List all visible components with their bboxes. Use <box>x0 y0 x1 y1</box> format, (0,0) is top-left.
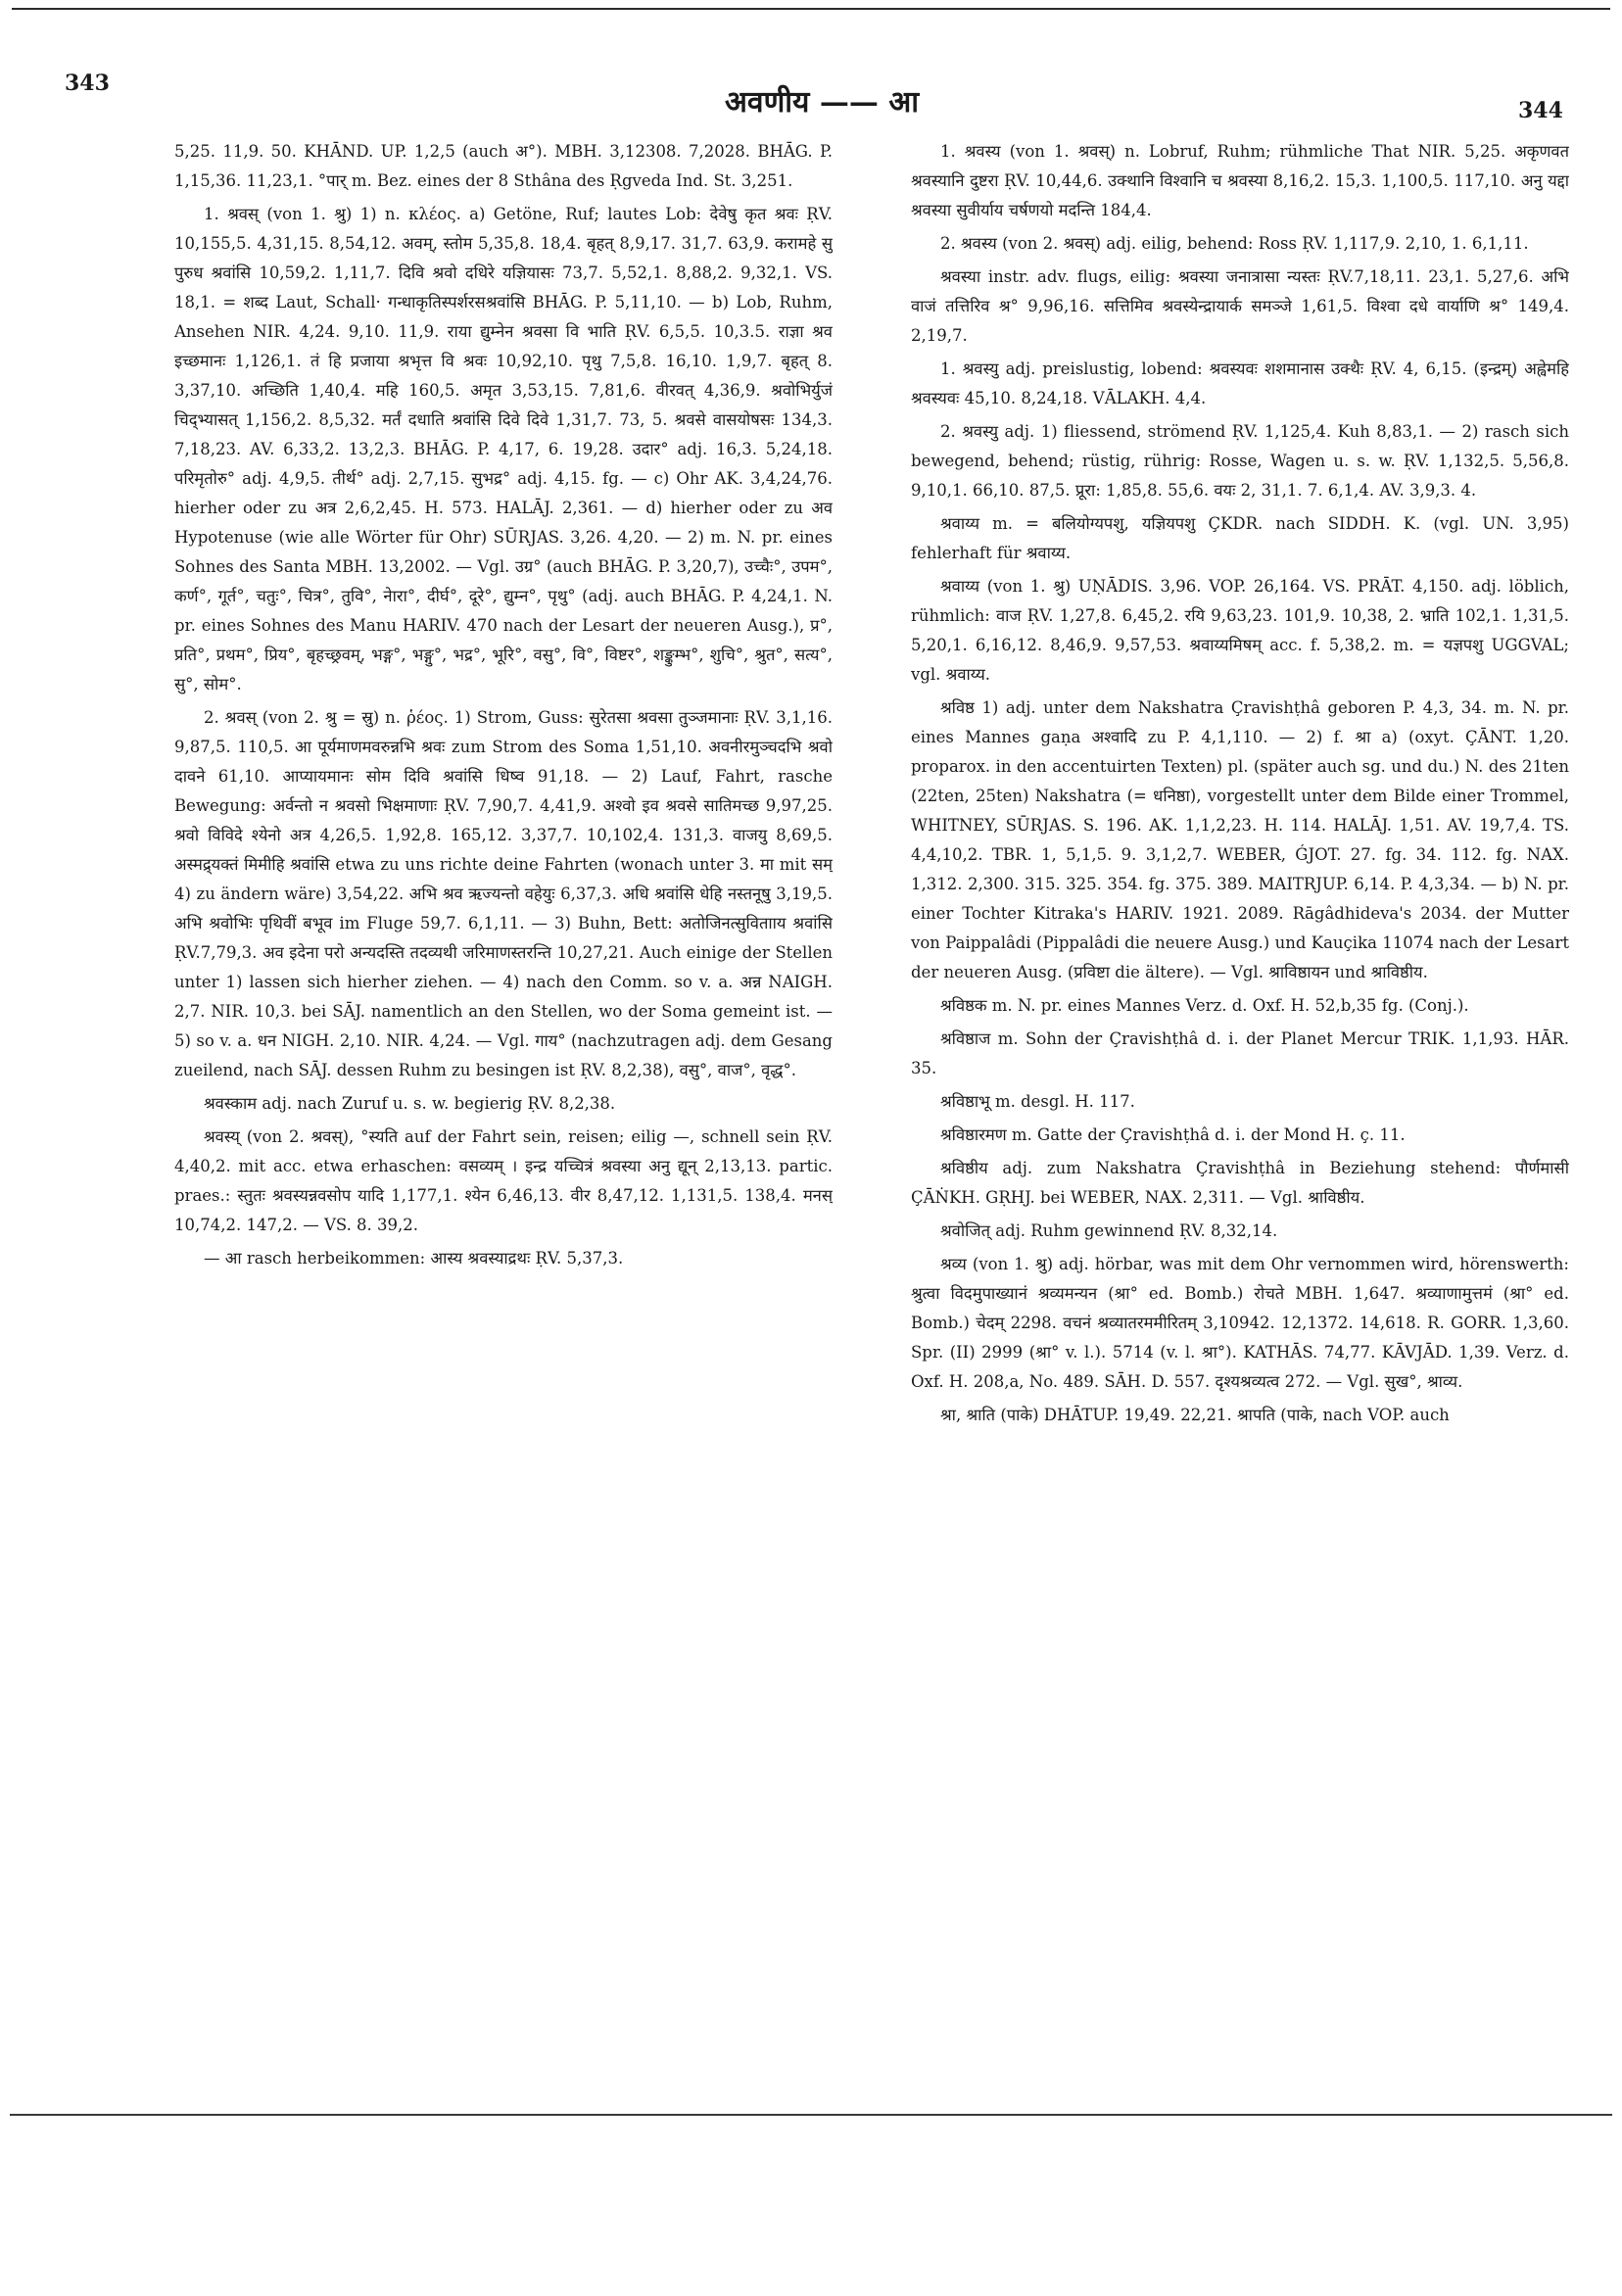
entry-paragraph: श्रवाय्य (von 1. श्रु) UṆĀDIS. 3,96. VOP. 26,164. VS. PRĀT. 4,150. adj. löblich, rühmlich: वाज ṚV. 1,27,8. 6,45,2. रयि 9,63,23. 101,9. 10,38, 2. भ्राति 102,1. 1,31,5. 5,20,1. 6,16,12. 8,46,9. 9,57,53. श्रवाय्यमिषम् acc. f. 5,38,2. m. = यज्ञपशु UGGVAL; vgl. श्रवाय्य. <box>911 577 1569 684</box>
entry-paragraph: — आ rasch herbeikommen: आस्य श्रवस्याद्रथः ṚV. 5,37,3. <box>204 1249 624 1268</box>
entry-paragraph: 2. श्रवस्य (von 2. श्रवस्) adj. eilig, behend: Ross ṚV. 1,117,9. 2,10, 1. 6,1,11. <box>940 234 1529 253</box>
entry-paragraph: श्रविष्ठक m. N. pr. eines Mannes Verz. d. Oxf. H. 52,b,35 fg. (Conj.). <box>940 996 1469 1015</box>
entry-paragraph: 2. श्रवस् (von 2. श्रु = स्रु) n. ῥέος. 1) Strom, Guss: सुरेतसा श्रवसा तुञ्जमानाः ṚV. 3,1,16. 9,87,5. 110,5. आ पूर्यमाणमवरुन्नभि श्रवः zum Strom des Soma 1,51,10. अवनीरमुञ्चदभि श्रवो दावने 61,10. आप्यायमानः सोम दिवि श्रवांसि धिष्व 91,18. — 2) Lauf, Fahrt, rasche Bewegung: अर्वन्तो न श्रवसो भिक्षमाणाः ṚV. 7,90,7. 4,41,9. अश्वो इव श्रवसे सातिमच्छ 9,97,25. श्रवो विविदे श्येनो अत्र 4,26,5. 1,92,8. 165,12. 3,37,7. 10,102,4. 131,3. वाजयु 8,69,5. अस्मद्र्यक्तं मिमीहि श्रवांसि etwa zu uns richte deine Fahrten (wonach unter 3. मा mit सम् 4) zu ändern wäre) 3,54,22. अभि श्रव ऋज्यन्तो वहेयुः 6,37,3. अधि श्रवांसि धेहि नस्तनूषु 3,19,5. अभि श्रवोभिः पृथिवीं बभूव im Fluge 59,7. 6,1,11. — 3) Buhn, Bett: अतोजिनत्सुवितााय श्रवांसि ṚV.7,79,3. अव इदेना परो अन्यदस्ति तदव्यथी जरिमाणस्तरन्ति 10,27,21. Auch einige der Stellen unter 1) lassen sich hierher ziehen. — 4) nach den Comm. so v. a. अन्न NAIGH. 2,7. NIR. 10,3. bei SĀJ. namentlich an den Stellen, wo der Soma gemeint ist. — 5) so v. a. धन NIGH. 2,10. NIR. 4,24. — Vgl. गाय° (nachzutragen adj. dem Gesang zueilend, nach SĀJ. dessen Ruhm zu besingen ist ṚV. 8,2,38), वसु°, वाज°, वृद्ध°. <box>174 708 833 1079</box>
entry-paragraph: श्रविष्ठाज m. Sohn der Çravishṭhâ d. i. der Planet Mercur TRIK. 1,1,93. HĀR. 35. <box>911 1029 1569 1077</box>
entry-paragraph: श्रविष्ठारमण m. Gatte der Çravishṭhâ d. i. der Mond H. ç. 11. <box>940 1125 1406 1144</box>
entry-paragraph: 1. श्रवस्य (von 1. श्रवस्) n. Lobruf, Ruhm; rühmliche That NIR. 5,25. अकृणवत श्रवस्यानि दुष्टरा ṚV. 10,44,6. उक्थानि विश्वानि च श्रवस्या 8,16,2. 15,3. 1,100,5. 117,10. अनु यद्दा श्रवस्या सुवीर्याय चर्षणयो मदन्ति 184,4. <box>911 142 1569 219</box>
entry-paragraph: श्रवोजित् adj. Ruhm gewinnend ṚV. 8,32,14. <box>940 1221 1278 1240</box>
page-number-left: 343 <box>65 71 110 96</box>
entry-paragraph: 1. श्रवस्यु adj. preislustig, lobend: श्रवस्यवः शशमानास उक्थैः ṚV. 4, 6,15. (इन्द्रम्) अह्वेमहि श्रवस्यवः 45,10. 8,24,18. VĀLAKH. 4,4. <box>911 359 1569 407</box>
running-title: अवणीय —— आ <box>725 85 920 120</box>
right-column <box>911 137 1569 2018</box>
entry-paragraph: श्रविष्ठीय adj. zum Nakshatra Çravishṭhâ in Beziehung stehend: पौर्णमासी ÇĀṄKH. GṚHJ. bei WEBER, NAX. 2,311. — Vgl. श्राविष्ठीय. <box>911 1159 1569 1207</box>
left-column <box>174 137 833 1988</box>
entry-paragraph: 2. श्रवस्यु adj. 1) fliessend, strömend ṚV. 1,125,4. Kuh 8,83,1. — 2) rasch sich bewegend, behend; rüstig, rührig: Rosse, Wagen u. s. w. ṚV. 1,132,5. 5,56,8. 9,10,1. 66,10. 87,5. प्रूरा: 1,85,8. 55,6. वयः 2, 31,1. 7. 6,1,4. AV. 3,9,3. 4. <box>911 422 1569 500</box>
page-number-right: 344 <box>1518 98 1563 123</box>
entry-paragraph: श्रविष्ठ 1) adj. unter dem Nakshatra Çravishṭhâ geboren P. 4,3, 34. m. N. pr. eines Mannes gaṇa अश्वादि zu P. 4,1,110. — 2) f. श्रा a) (oxyt. ÇĀNT. 1,20. proparox. in den accentuirten Texten) pl. (später auch sg. und du.) N. des 21ten (22ten, 25ten) Nakshatra (= धनिष्ठा), vorgestellt unter dem Bilde einer Trommel, WHITNEY, SŪRJAS. S. 196. AK. 1,1,2,23. H. 114. HALĀJ. 1,51. AV. 19,7,4. TS. 4,4,10,2. TBR. 1, 5,1,5. 9. 3,1,2,7. WEBER, ǴJOT. 27. fg. 34. 112. fg. NAX. 1,312. 2,300. 315. 325. 354. fg. 375. 389. MAITRJUP. 6,14. P. 4,3,34. — b) N. pr. einer Tochter Kitraka's HARIV. 1921. 2089. Rāgâdhideva's 2034. der Mutter von Paippalâdi (Pippalâdi die neuere Ausg.) und Kauçika 11074 nach der Lesart der neueren Ausg. (प्रविष्टा die ältere). — Vgl. श्राविष्ठायन und श्राविष्ठीय. <box>911 698 1569 981</box>
top-border-rule <box>12 8 1610 10</box>
entry-paragraph: श्रव्य (von 1. श्रु) adj. hörbar, was mit dem Ohr vernommen wird, hörenswerth: श्रुत्वा विदमुपाख्यानं श्रव्यमन्यन (श्रा° ed. Bomb.) रोचते MBH. 1,647. श्रव्याणामुत्तमं (श्रा° ed. Bomb.) चेदम् 2298. वचनं श्रव्यातरममीरितम् 3,10942. 12,1372. 14,618. R. GORR. 1,3,60. Spr. (II) 2999 (श्रा° v. l.). 5714 (v. l. श्रा°). KATHĀS. 74,77. KĀVJĀD. 1,39. Verz. d. Oxf. H. 208,a, No. 489. SĀH. D. 557. दृश्यश्रव्यत्व 272. — Vgl. सुख°, श्राव्य. <box>911 1255 1569 1391</box>
bottom-rule <box>10 2114 1612 2116</box>
entry-paragraph: 5,25. 11,9. 50. KHĀND. UP. 1,2,5 (auch अ°). MBH. 3,12308. 7,2028. BHĀG. P. 1,15,36. 11,23,1. °पार् m. Bez. eines der 8 Sthâna des Ṛgveda Ind. St. 3,251. <box>174 142 833 190</box>
entry-paragraph: श्रवस्या instr. adv. flugs, eilig: श्रवस्या जनात्रासा न्यस्तः ṚV.7,18,11. 23,1. 5,27,6. अभि वाजं तत्तिरिव श्र° 9,96,16. सत्तिमिव श्रवस्येन्द्रायार्क समञ्जे 1,61,5. विश्वा दधे वार्याणि श्र° 149,4. 2,19,7. <box>911 267 1569 345</box>
entry-paragraph: श्रा, श्राति (पाके) DHĀTUP. 19,49. 22,21. श्रापति (पाके, nach VOP. auch <box>940 1406 1450 1424</box>
entry-paragraph: श्रवाय्य m. = बलियोग्यपशु, यज्ञियपशु ÇKDR. nach SIDDH. K. (vgl. UN. 3,95) fehlerhaft für श्रवाय्य. <box>911 514 1569 562</box>
entry-paragraph: 1. श्रवस् (von 1. श्रु) 1) n. κλέος. a) Getöne, Ruf; lautes Lob: देवेषु कृत श्रवः ṚV. 10,155,5. 4,31,15. 8,54,12. अवम्, स्तोम 5,35,8. 18,4. बृहत् 8,9,17. 31,7. 63,9. करामहे सु पुरुध श्रवांसि 10,59,2. 1,11,7. दिवि श्रवो दधिरे यज्ञियासः 73,7. 5,52,1. 8,88,2. 9,32,1. VS. 18,1. = शब्द Laut, Schall· गन्धाकृतिस्पर्शरसश्रवांसि BHĀG. P. 5,11,10. — b) Lob, Ruhm, Ansehen NIR. 4,24. 9,10. 11,9. राया द्युम्नेन श्रवसा वि भाति ṚV. 6,5,5. 10,3.5. राज्ञा श्रव इच्छमानः 1,126,1. तं हि प्रजाया श्रभृत्त वि श्रवः 10,92,10. पृथु 7,5,8. 16,10. 1,9,7. बृहत् 8. 3,37,10. अच्छिति 1,40,4. महि 160,5. अमृत 3,53,15. 7,81,6. वीरवत् 4,36,9. श्रवोभिर्युजं चिद्भ्यासत् 1,156,2. 8,5,32. मर्तं दधाति श्रवांसि दिवे दिवे 1,31,7. 73, 5. श्रवसे वासयोषसः 134,3. 7,18,23. AV. 6,33,2. 13,2,3. BHĀG. P. 4,17, 6. 19,28. उदार° adj. 16,3. 5,24,18. परिमृतोरु° adj. 4,9,5. तीर्थ° adj. 2,7,15. सुभद्र° adj. 4,15. fg. — c) Ohr AK. 3,4,24,76. hierher oder zu अत्र 2,6,2,45. H. 573. HALĀJ. 2,361. — d) hierher oder zu अव Hypotenuse (wie alle Wörter für Ohr) SŪRJAS. 3,26. 4,20. — 2) m. N. pr. eines Sohnes des Santa MBH. 13,2002. — Vgl. उग्र° (auch BHĀG. P. 3,20,7), उच्चैः°, उपम°, कर्ण°, गूर्त°, चतुः°, चित्र°, तुवि°, नेारा°, दीर्घ°, दूरे°, द्युम्न°, पृथु° (adj. auch BHĀG. P. 4,24,1. N. pr. eines Sohnes des Manu HARIV. 470 nach der Lesart der neueren Ausg.), प्र°, प्रति°, प्रथम°, प्रिय°, बृहच्छ्रवम्, भङ्ग°, भङ्गु°, भद्र°, भूरि°, वसु°, वि°, विष्टर°, शङ्कुम्भ°, शुचि°, श्रुत°, सत्य°, सु°, सोम°. <box>174 205 833 694</box>
entry-paragraph: श्रवस्य् (von 2. श्रवस्), °स्यति auf der Fahrt sein, reisen; eilig —, schnell sein ṚV. 4,40,2. mit acc. etwa erhaschen: वसव्यम् । इन्द्र यच्चित्रं श्रवस्या अनु द्यून् 2,13,13. partic. praes.: स्तुतः श्रवस्यन्नवसोप यादि 1,177,1. श्येन 6,46,13. वीर 8,47,12. 1,131,5. 138,4. मनस् 10,74,2. 147,2. — VS. 8. 39,2. <box>174 1127 833 1234</box>
entry-paragraph: श्रवस्काम adj. nach Zuruf u. s. w. begierig ṚV. 8,2,38. <box>204 1094 616 1113</box>
entry-paragraph: श्रविष्ठाभू m. desgl. H. 117. <box>940 1092 1135 1111</box>
